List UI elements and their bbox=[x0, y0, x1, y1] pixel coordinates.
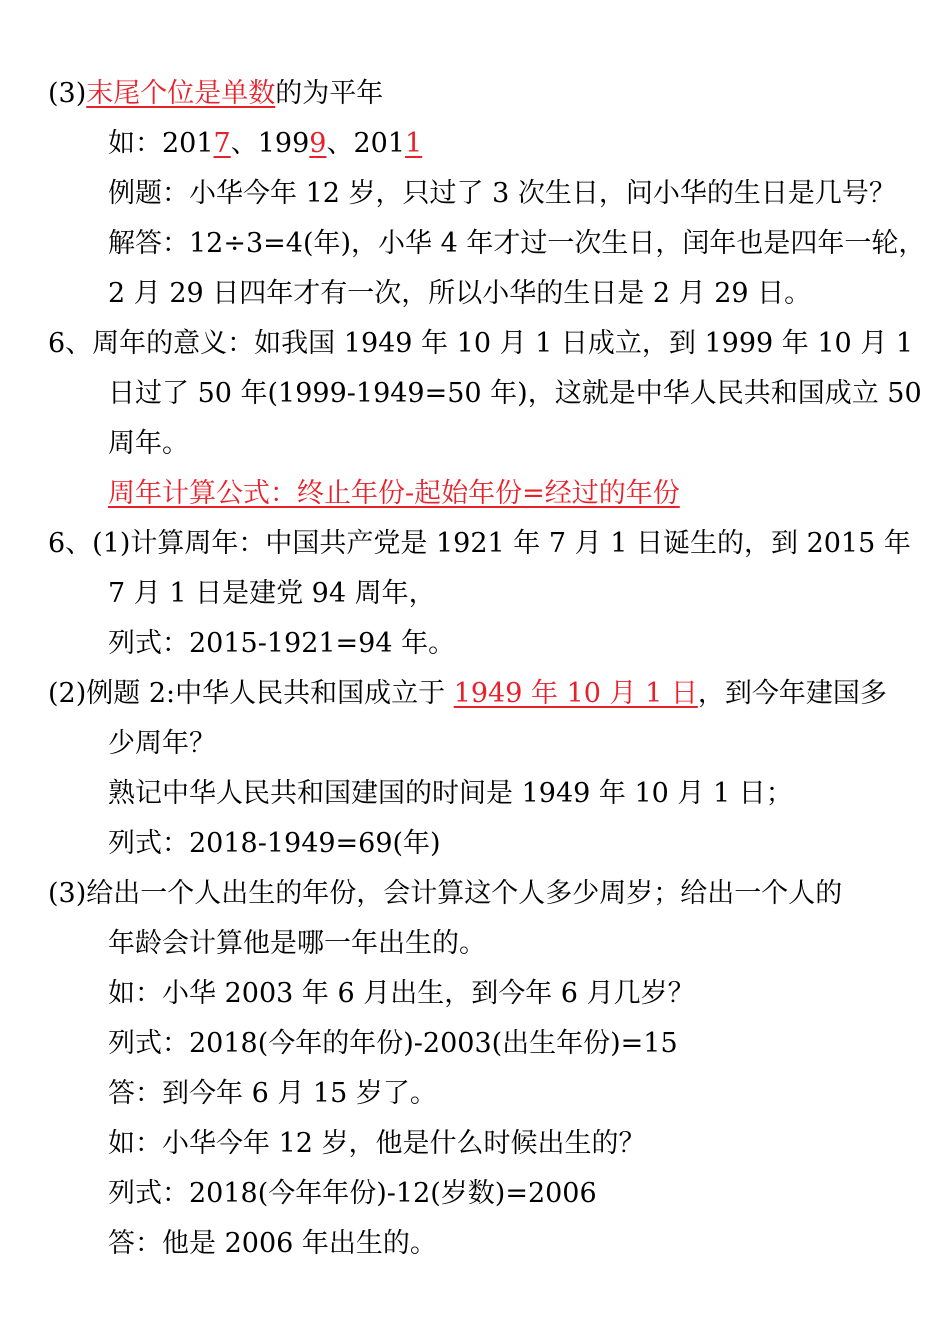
line-example-2 bbox=[48, 676, 887, 716]
line-birth-answer: 答：他是 2006 年出生的。 bbox=[108, 1228, 437, 1259]
line-example-question: 例题：小华今年 12 岁，只过了 3 次生日，问小华的生日是几号？ bbox=[108, 178, 896, 209]
line-answer-cont: 2 月 29 日四年才有一次，所以小华的生日是 2 月 29 日。 bbox=[108, 278, 812, 309]
line-birth-formula: 列式：2018(今年年份)-12(岁数)=2006 bbox=[108, 1178, 597, 1209]
highlight-digit: 7 bbox=[213, 128, 231, 159]
line-age-calc-cont: 年龄会计算他是哪一年出生的。 bbox=[108, 928, 486, 959]
example-text: 、201 bbox=[326, 128, 406, 159]
example-2-text: (2)例题 2:中华人民共和国成立于 bbox=[48, 678, 454, 709]
line-calc-anniversary: 6、(1)计算周年：中国共产党是 1921 年 7 月 1 日诞生的，到 2015 年 bbox=[48, 528, 911, 559]
line-calc-formula: 列式：2015-1921=94 年。 bbox=[108, 628, 456, 659]
line-anniversary-meaning: 6、周年的意义：如我国 1949 年 10 月 1 日成立，到 1999 年 10 月 1 bbox=[48, 328, 914, 359]
highlight-digit: 9 bbox=[309, 128, 327, 159]
line-example-2-cont: 少周年？ bbox=[108, 728, 216, 759]
highlight-odd-digit: 末尾个位是单数 bbox=[86, 78, 276, 109]
line-leap-rule bbox=[48, 76, 383, 116]
line-examples bbox=[108, 126, 422, 166]
line-birth-example: 如：小华今年 12 岁，他是什么时候出生的？ bbox=[108, 1128, 646, 1159]
highlight-digit: 1 bbox=[405, 128, 423, 159]
example-2-tail: ，到今年建国多 bbox=[697, 678, 887, 709]
line-age-example: 如：小华 2003 年 6 月出生，到今年 6 月几岁？ bbox=[108, 978, 695, 1009]
line-anniversary-cont: 日过了 50 年(1999-1949=50 年)，这就是中华人民共和国成立 50 bbox=[108, 378, 922, 409]
item-number: (3) bbox=[48, 78, 87, 109]
formula-highlight: 周年计算公式：终止年份-起始年份=经过的年份 bbox=[108, 478, 680, 509]
line-anniversary-end: 周年。 bbox=[108, 428, 189, 459]
example-text: 、199 bbox=[230, 128, 310, 159]
line-age-answer: 答：到今年 6 月 15 岁了。 bbox=[108, 1078, 437, 1109]
line-memorize: 熟记中华人民共和国建国的时间是 1949 年 10 月 1 日； bbox=[108, 778, 793, 809]
line-age-formula: 列式：2018(今年的年份)-2003(出生年份)=15 bbox=[108, 1028, 678, 1059]
line-age-calc: (3)给出一个人出生的年份，会计算这个人多少周岁；给出一个人的 bbox=[48, 878, 843, 909]
line-answer: 解答：12÷3=4(年)，小华 4 年才过一次生日，闰年也是四年一轮， bbox=[108, 228, 926, 259]
line-formula-2: 列式：2018-1949=69(年) bbox=[108, 828, 441, 859]
rule-tail: 的为平年 bbox=[275, 78, 384, 109]
line-calc-cont: 7 月 1 日是建党 94 周年， bbox=[108, 578, 436, 609]
highlight-founding-date: 1949 年 10 月 1 日 bbox=[453, 678, 698, 709]
example-text: 如：201 bbox=[108, 128, 214, 159]
